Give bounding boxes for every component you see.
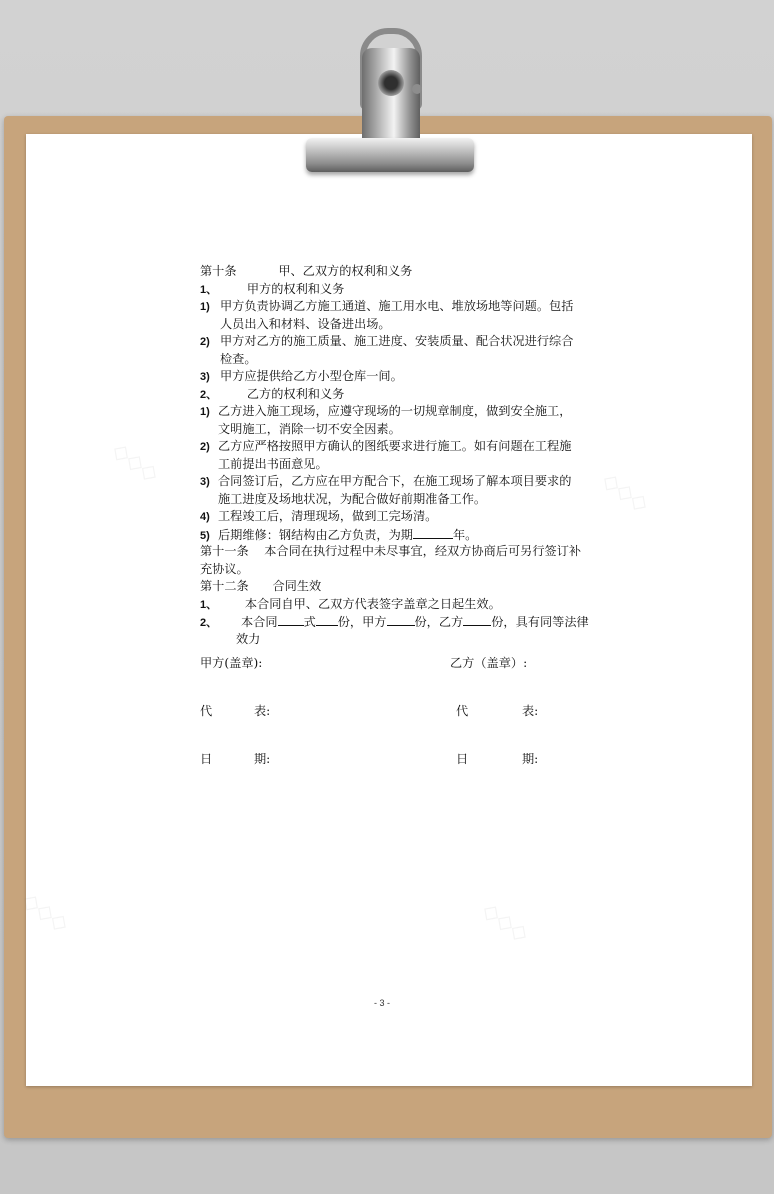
list-item — [200, 333, 604, 351]
watermark-decoration: ◇◇◇ — [477, 897, 534, 948]
article-text: 第十一条 本合同在执行过程中未尽事宜，经双方协商后可另行签订补 — [200, 544, 582, 558]
binder-clip — [300, 24, 480, 180]
list-item-continued — [200, 351, 604, 369]
copies-item-continued — [200, 631, 604, 649]
section-2-heading — [200, 386, 604, 404]
article-12-title — [200, 578, 604, 596]
list-item — [200, 473, 604, 491]
watermark-decoration: ◇◇◇ — [597, 467, 654, 518]
watermark-decoration: ◇◇◇ — [107, 437, 164, 488]
fill-in-blank[interactable] — [278, 613, 304, 626]
item-text: 本合同 — [241, 615, 278, 629]
contract-text — [200, 263, 604, 648]
list-item — [200, 368, 604, 386]
section-number: 1、 — [200, 598, 218, 611]
article-label: 第十二条 — [200, 579, 249, 593]
watermark-decoration: ◇◇◇ — [17, 887, 74, 938]
party-b-date-label-2: 期: — [522, 752, 539, 766]
article-11-line — [200, 561, 604, 579]
list-item-continued — [200, 491, 604, 509]
item-text: 施工进度及场地状况，为配合做好前期准备工作。 — [218, 491, 487, 506]
item-text: 人员出入和材料、设备进出场。 — [220, 316, 391, 331]
clip-bar — [306, 138, 474, 172]
list-item — [200, 298, 604, 316]
copies-item — [200, 613, 604, 631]
item-text: 式 — [303, 615, 316, 629]
item-text: 份，具有同等法律 — [491, 615, 589, 629]
article-heading: 甲、乙双方的权利和义务 — [278, 264, 413, 278]
item-text: 份，甲方 — [337, 615, 387, 629]
section-number: 2、 — [200, 617, 218, 629]
fill-in-blank[interactable] — [463, 613, 491, 626]
item-text: 工程竣工后，清理现场，做到工完场清。 — [218, 509, 438, 523]
item-text: 甲方对乙方的施工质量、施工进度、安装质量、配合状况进行综合 — [220, 334, 574, 348]
item-text: 工前提出书面意见。 — [218, 456, 328, 471]
item-text: 甲方负责协调乙方施工通道、施工用水电、堆放场地等问题。包括 — [220, 299, 574, 313]
fill-in-blank[interactable] — [413, 526, 453, 539]
item-text: 年。 — [453, 527, 478, 542]
item-text: 合同签订后，乙方应在甲方配合下，在施工现场了解本项目要求的 — [218, 474, 572, 488]
item-text: 份，乙方 — [414, 615, 464, 629]
party-b-rep-label-2: 表: — [522, 704, 539, 718]
item-text: 后期维修：钢结构由乙方负责，为期 — [218, 527, 413, 542]
list-item-continued — [200, 456, 604, 474]
list-item — [200, 403, 604, 421]
item-number: 3) — [200, 371, 210, 383]
item-number: 4) — [200, 511, 210, 523]
item-text: 乙方进入施工现场，应遵守现场的一切规章制度，做到安全施工， — [218, 404, 572, 418]
section-heading: 乙方的权利和义务 — [246, 386, 345, 401]
fill-in-blank[interactable] — [316, 613, 338, 626]
item-number: 2) — [200, 336, 210, 348]
article-11-line — [200, 543, 604, 561]
clip-hinge — [412, 84, 422, 94]
item-text: 乙方应严格按照甲方确认的图纸要求进行施工。如有问题在工程施 — [218, 439, 572, 453]
party-a-rep-label-2: 表: — [254, 704, 271, 718]
page-number: - 3 - — [374, 998, 391, 1008]
section-number: 2、 — [200, 388, 218, 401]
section-1-heading — [200, 281, 604, 299]
item-number: 1) — [200, 301, 210, 313]
effect-item — [200, 596, 604, 614]
item-number: 5) — [200, 529, 210, 542]
list-item-maintenance — [200, 526, 604, 544]
article-text: 充协议。 — [200, 561, 249, 576]
section-heading: 甲方的权利和义务 — [246, 281, 345, 296]
clip-hole — [378, 70, 404, 96]
item-text: 甲方应提供给乙方小型仓库一间。 — [220, 369, 403, 383]
list-item — [200, 438, 604, 456]
item-text: 本合同自甲、乙双方代表签字盖章之日起生效。 — [244, 596, 501, 611]
party-a-seal-label: 甲方(盖章): — [200, 656, 263, 670]
party-b-date-label-1: 日 — [456, 752, 469, 766]
party-a-date-label-1: 日 — [200, 752, 213, 766]
list-item — [200, 508, 604, 526]
party-a-rep-label-1: 代 — [200, 704, 213, 718]
item-number: 1) — [200, 406, 210, 418]
article-10-title — [200, 263, 604, 281]
party-b-seal-label: 乙方（盖章）: — [450, 656, 528, 670]
article-label: 第十条 — [200, 264, 237, 278]
item-text: 文明施工，消除一切不安全因素。 — [218, 421, 401, 436]
party-b-rep-label-1: 代 — [456, 704, 469, 718]
section-number: 1、 — [200, 283, 218, 296]
item-text: 效力 — [236, 631, 261, 646]
list-item-continued — [200, 421, 604, 439]
article-heading: 合同生效 — [272, 579, 322, 593]
fill-in-blank[interactable] — [387, 613, 415, 626]
item-number: 2) — [200, 441, 210, 453]
list-item-continued — [200, 316, 604, 334]
item-number: 3) — [200, 476, 210, 488]
item-text: 检查。 — [220, 351, 257, 366]
party-a-date-label-2: 期: — [254, 752, 271, 766]
